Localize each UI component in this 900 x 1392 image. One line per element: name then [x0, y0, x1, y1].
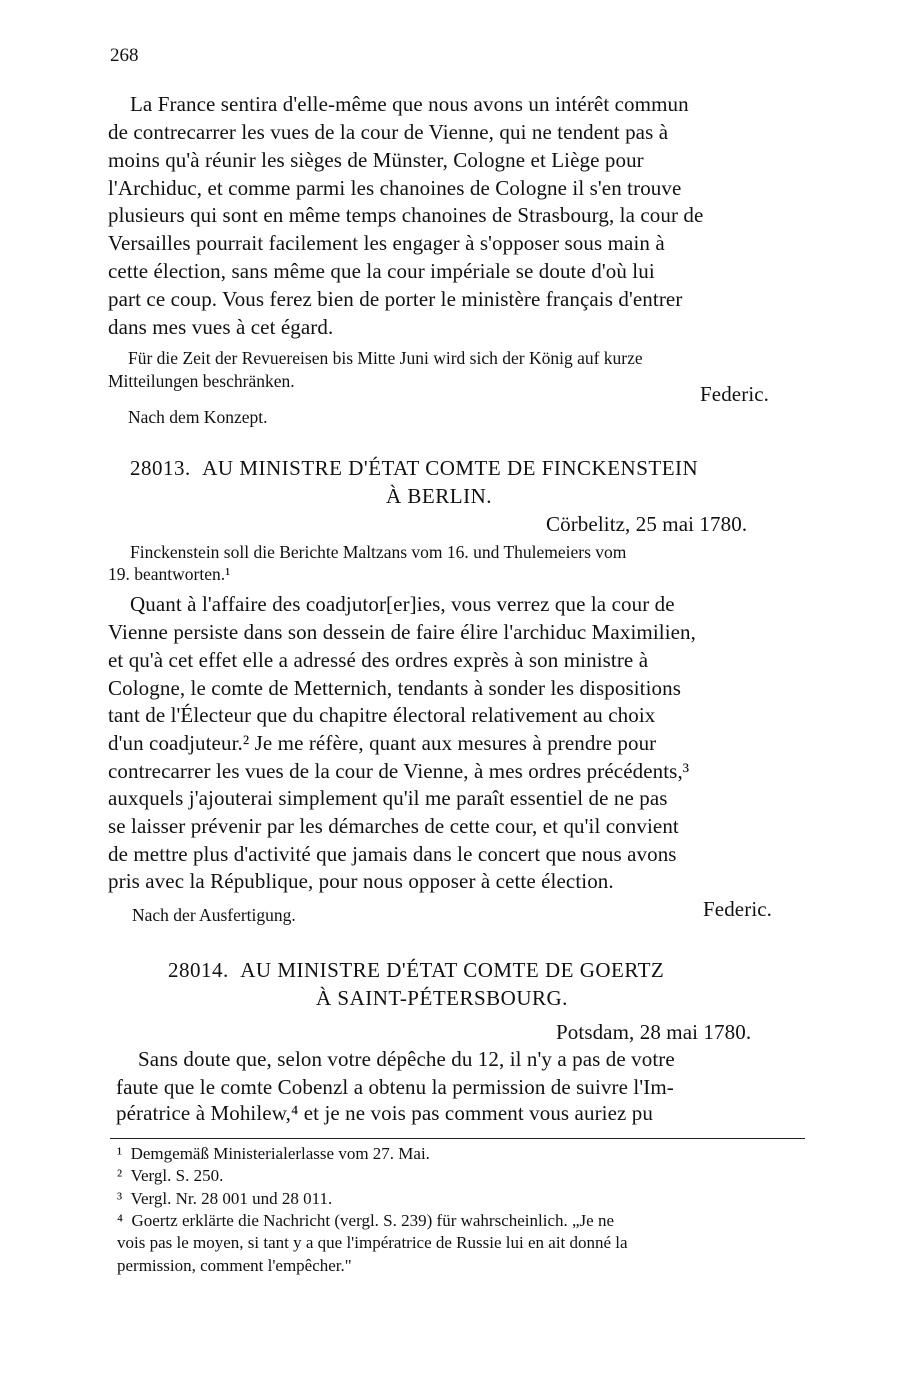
text-line: tant de l'Électeur que du chapitre électoral relativement au choix — [108, 703, 656, 727]
text-line: pris avec la République, pour nous opposer à cette élection. — [108, 869, 614, 893]
text-line: Quant à l'affaire des coadjutor[er]ies, vous verrez que la cour de — [130, 592, 675, 616]
footnote — [117, 1211, 614, 1231]
text-line: Versailles pourrait facilement les engager à s'opposer sous main à — [108, 231, 665, 255]
editorial-note-line: Mitteilungen beschränken. — [108, 371, 295, 391]
text-line: cette élection, sans même que la cour impériale se doute d'où lui — [108, 259, 655, 283]
signature: Federic. — [700, 382, 770, 406]
letter-recipient: AU MINISTRE D'ÉTAT COMTE DE FINCKENSTEIN — [202, 456, 699, 480]
footnote-text: Vergl. Nr. 28 001 und 28 011. — [130, 1189, 333, 1208]
footnote-marker: ¹ — [117, 1144, 123, 1163]
page-number: 268 — [110, 45, 139, 66]
letter-recipient: AU MINISTRE D'ÉTAT COMTE DE GOERTZ — [240, 958, 665, 982]
footnote-text: Demgemäß Ministerialerlasse vom 27. Mai. — [130, 1144, 430, 1163]
footnote — [117, 1144, 430, 1164]
text-line: faute que le comte Cobenzl a obtenu la permission de suivre l'Im- — [116, 1075, 674, 1099]
text-line: La France sentira d'elle-même que nous avons un intérêt commun — [130, 92, 689, 116]
signature: Federic. — [703, 897, 773, 921]
letter-heading — [130, 456, 698, 481]
text-line: l'Archiduc, et comme parmi les chanoines de Cologne il s'en trouve — [108, 176, 682, 200]
footnote — [117, 1166, 223, 1186]
text-line: se laisser prévenir par les démarches de cette cour, et qu'il convient — [108, 814, 679, 838]
text-line: plusieurs qui sont en même temps chanoines de Strasbourg, la cour de — [108, 203, 704, 227]
source-note: Nach dem Konzept. — [128, 407, 268, 427]
footnote-marker: ³ — [117, 1189, 123, 1208]
text-line: moins qu'à réunir les sièges de Münster, Cologne et Liège pour — [108, 148, 644, 172]
text-line: auxquels j'ajouterai simplement qu'il me paraît essentiel de ne pas — [108, 786, 668, 810]
footnote-text: Vergl. S. 250. — [130, 1166, 224, 1185]
dateline: Cörbelitz, 25 mai 1780. — [546, 512, 748, 536]
text-line: et qu'à cet effet elle a adressé des ordres exprès à son ministre à — [108, 648, 649, 672]
text-line: pératrice à Mohilew,⁴ et je ne vois pas comment vous auriez pu — [116, 1101, 653, 1125]
text-line: part ce coup. Vous ferez bien de porter le ministère français d'entrer — [108, 287, 683, 311]
footnote-line: vois pas le moyen, si tant y a que l'impératrice de Russie lui en ait donné la — [117, 1233, 628, 1252]
editorial-note-line: 19. beantworten.¹ — [108, 564, 231, 584]
footnote-line: permission, comment l'empêcher." — [117, 1256, 352, 1275]
letter-heading-place: À BERLIN. — [386, 484, 492, 508]
letter-heading — [168, 958, 664, 983]
editorial-note-line: Finckenstein soll die Berichte Maltzans vom 16. und Thulemeiers vom — [130, 542, 627, 562]
dateline: Potsdam, 28 mai 1780. — [556, 1020, 752, 1044]
source-note: Nach der Ausfertigung. — [132, 905, 296, 925]
editorial-note-line: Für die Zeit der Revuereisen bis Mitte Juni wird sich der König auf kurze — [128, 348, 643, 368]
text-line: Vienne persiste dans son dessein de faire élire l'archiduc Maximilien, — [108, 620, 696, 644]
footnote-text: Goertz erklärte die Nachricht (vergl. S. 239) für wahrscheinlich. „Je ne — [131, 1211, 615, 1230]
text-line: contrecarrer les vues de la cour de Vienne, à mes ordres précédents,³ — [108, 759, 690, 783]
text-line: dans mes vues à cet égard. — [108, 315, 334, 339]
footnote — [117, 1189, 332, 1209]
footnote-marker: ² — [117, 1166, 123, 1185]
text-line: Sans doute que, selon votre dépêche du 12, il n'y a pas de votre — [138, 1047, 675, 1071]
letter-number: 28014. — [168, 958, 229, 982]
footnote-marker: ⁴ — [117, 1211, 123, 1230]
text-line: d'un coadjuteur.² Je me réfère, quant aux mesures à prendre pour — [108, 731, 657, 755]
text-line: Cologne, le comte de Metternich, tendants à sonder les dispositions — [108, 676, 682, 700]
footnote-separator — [110, 1138, 805, 1139]
letter-heading-place: À SAINT-PÉTERSBOURG. — [316, 986, 568, 1010]
letter-number: 28013. — [130, 456, 191, 480]
text-line: de mettre plus d'activité que jamais dans le concert que nous avons — [108, 842, 677, 866]
text-line: de contrecarrer les vues de la cour de Vienne, qui ne tendent pas à — [108, 120, 669, 144]
